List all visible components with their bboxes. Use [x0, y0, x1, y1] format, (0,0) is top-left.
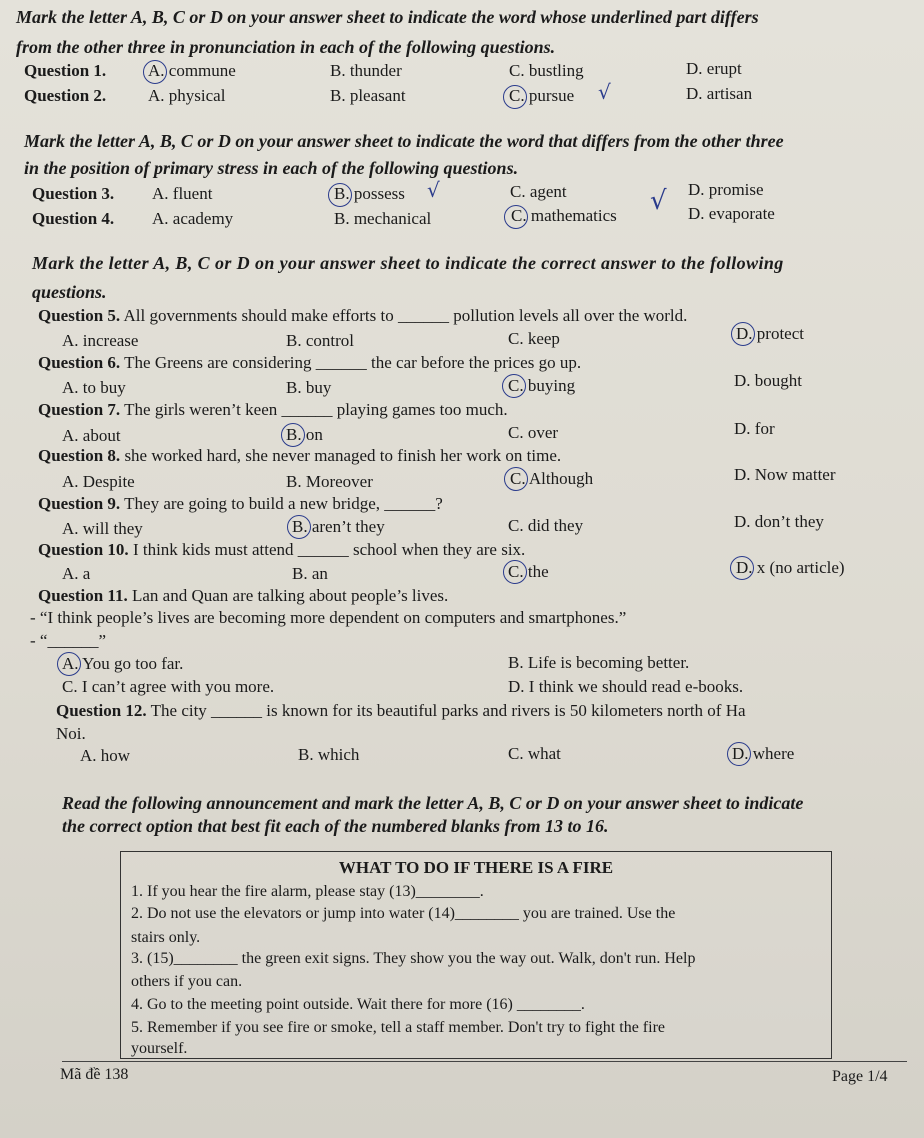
q8-option-a: A. Despite [62, 472, 135, 491]
q7-option-d: D. for [734, 419, 775, 438]
q8-option-d: D. Now matter [734, 465, 836, 484]
q12 [56, 701, 746, 721]
q11-a-letter: A. [62, 654, 79, 673]
q7-stem: The girls weren’t keen ______ playing games too much. [124, 400, 508, 419]
q1-option-d: D. erupt [686, 59, 742, 78]
q5-option-b: B. control [286, 331, 354, 350]
q8-stem: she worked hard, she never managed to finish her work on time. [124, 446, 562, 465]
q1-a-letter: A. [148, 61, 165, 80]
q11-stem: Lan and Quan are talking about people’s lives. [132, 586, 449, 605]
section2-instruction-1: Mark the letter A, B, C or D on your answer sheet to indicate the word that differs from the other three [24, 131, 784, 151]
section1-instruction-2: from the other three in pronunciation in each of the following questions. [16, 37, 556, 57]
q5-option-c: C. keep [508, 329, 560, 348]
q8-option-b: B. Moreover [286, 472, 373, 491]
q5 [38, 306, 687, 326]
q6-option-d: D. bought [734, 371, 802, 390]
section3-instruction-1: Mark the letter A, B, C or D on your answer sheet to indicate the correct answer to the following [32, 253, 784, 273]
section4-instruction-2: the correct option that best fit each of the numbered blanks from 13 to 16. [62, 816, 609, 836]
q6-option-a: A. to buy [62, 378, 126, 397]
q7-option-a: A. about [62, 426, 121, 445]
q12-stem: The city ______ is known for its beautiful parks and rivers is 50 kilometers north of Ha [150, 701, 746, 720]
q6-c-word: buying [527, 376, 576, 395]
q9 [38, 494, 443, 514]
q5-label: Question 5. [38, 306, 121, 325]
q10-stem: I think kids must attend ______ school when they are six. [132, 540, 526, 559]
q11-option-c: C. I can’t agree with you more. [62, 677, 275, 696]
q10-c-word: the [527, 562, 549, 581]
answer-circle-q8 [504, 467, 528, 491]
answer-circle-q5 [731, 322, 755, 346]
q6 [38, 353, 581, 373]
q10-d-letter: D. [736, 558, 753, 577]
q2-option-d: D. artisan [686, 84, 753, 103]
answer-circle-q4 [504, 205, 528, 229]
q1-option-b: B. thunder [330, 61, 402, 80]
answer-circle-q9 [287, 515, 311, 539]
section3-instruction-2: questions. [32, 282, 107, 302]
q10-c-letter: C. [508, 562, 524, 581]
q7-b-word: on [305, 425, 323, 444]
q5-stem: All governments should make efforts to ______ pollution levels all over the world. [123, 306, 688, 325]
q10-option-a: A. a [62, 564, 91, 583]
footer-divider [62, 1061, 907, 1062]
notice-line-7: 5. Remember if you see fire or smoke, tell a staff member. Don't try to fight the fire [131, 1019, 665, 1036]
check-mark-icon: √ [650, 186, 667, 216]
answer-circle-q10 [503, 560, 527, 584]
notice-title: WHAT TO DO IF THERE IS A FIRE [338, 858, 614, 877]
q4-option-b: B. mechanical [334, 209, 432, 228]
answer-circle-q2 [503, 85, 527, 109]
q2-c-word: pursue [528, 86, 575, 105]
check-mark-icon: √ [598, 80, 611, 104]
q4-option-a: A. academy [152, 209, 234, 228]
notice-line-5: others if you can. [131, 973, 243, 990]
q3-option-c: C. agent [510, 182, 567, 201]
q5-d-letter: D. [736, 324, 753, 343]
q2-option-b: B. pleasant [330, 86, 406, 105]
q12-option-c: C. what [508, 744, 561, 763]
answer-circle-q3 [328, 183, 352, 207]
q11-a-word: You go too far. [82, 654, 184, 673]
section4-instruction-1: Read the following announcement and mark the letter A, B, C or D on your answer sheet to indicate [62, 793, 804, 813]
q2-option-a: A. physical [148, 86, 226, 105]
q7-option-c: C. over [508, 423, 559, 442]
q7-label: Question 7. [38, 400, 121, 419]
notice-line-6: 4. Go to the meeting point outside. Wait there for more (16) ________. [131, 996, 585, 1013]
page-number: Page 1/4 [832, 1068, 888, 1085]
q6-c-letter: C. [508, 376, 524, 395]
check-mark-icon: √ [427, 178, 440, 202]
notice-line-2: 2. Do not use the elevators or jump into water (14)________ you are trained. Use the [131, 905, 676, 922]
q5-d-word: protect [756, 324, 804, 343]
notice-line-3: stairs only. [131, 929, 201, 946]
q5-option-a: A. increase [62, 331, 139, 350]
section2-instruction-2: in the position of primary stress in each of the following questions. [24, 158, 519, 178]
q4-option-d: D. evaporate [688, 204, 775, 223]
q9-option-c: C. did they [508, 516, 584, 535]
exam-code: Mã đề 138 [60, 1066, 129, 1083]
q10-d-word: x (no article) [756, 558, 845, 577]
answer-circle-q11 [57, 652, 81, 676]
q12-option-b: B. which [298, 745, 360, 764]
fire-notice-box [120, 851, 832, 1059]
q8-c-word: Although [528, 469, 594, 488]
q12-d-letter: D. [732, 744, 749, 763]
q11-dialogue-1: - “I think people’s lives are becoming more dependent on computers and smartphones.” [30, 608, 627, 627]
q7-b-letter: B. [286, 425, 302, 444]
q9-b-letter: B. [292, 517, 308, 536]
q9-stem: They are going to build a new bridge, ______? [124, 494, 443, 513]
answer-circle-q6 [502, 374, 526, 398]
q12-label: Question 12. [56, 701, 147, 720]
q3-option-d: D. promise [688, 180, 764, 199]
q6-option-b: B. buy [286, 378, 332, 397]
q4-c-letter: C. [511, 206, 527, 225]
q8-label: Question 8. [38, 446, 121, 465]
notice-line-1: 1. If you hear the fire alarm, please stay (13)________. [131, 883, 484, 900]
q8-c-letter: C. [510, 469, 526, 488]
q3-option-a: A. fluent [152, 184, 213, 203]
answer-circle-q10-d [730, 556, 754, 580]
q10 [38, 540, 525, 560]
section1-instruction-1: Mark the letter A, B, C or D on your answer sheet to indicate the word whose underlined part differs [16, 7, 759, 27]
q11 [38, 586, 448, 606]
q4-c-word: mathematics [530, 206, 617, 225]
q1-label: Question 1. [24, 61, 107, 80]
q12-d-word: where [752, 744, 795, 763]
q3-b-word: possess [353, 184, 405, 203]
q9-option-d: D. don’t they [734, 512, 824, 531]
answer-circle-q7 [281, 423, 305, 447]
q2-label: Question 2. [24, 86, 107, 105]
q11-option-d: D. I think we should read e-books. [508, 677, 744, 696]
q6-label: Question 6. [38, 353, 121, 372]
answer-circle-q12 [727, 742, 751, 766]
q7 [38, 400, 508, 420]
q9-b-word: aren’t they [311, 517, 385, 536]
q2-c-letter: C. [509, 86, 525, 105]
q12-stem-cont: Noi. [56, 724, 86, 743]
q12-option-a: A. how [80, 746, 131, 765]
q8 [38, 446, 561, 466]
q4-label: Question 4. [32, 209, 115, 228]
q9-label: Question 9. [38, 494, 121, 513]
q11-dialogue-2: - “______” [30, 631, 107, 650]
q1-option-c: C. bustling [509, 61, 584, 80]
q11-option-b: B. Life is becoming better. [508, 653, 690, 672]
q1-a-word: commune [168, 61, 236, 80]
q11-label: Question 11. [38, 586, 128, 605]
q10-option-b: B. an [292, 564, 328, 583]
q6-stem: The Greens are considering ______ the car before the prices go up. [124, 353, 582, 372]
q9-option-a: A. will they [62, 519, 143, 538]
answer-circle-q1 [143, 60, 167, 84]
q10-label: Question 10. [38, 540, 129, 559]
notice-line-8: yourself. [131, 1040, 188, 1057]
q3-b-letter: B. [334, 184, 350, 203]
q3-label: Question 3. [32, 184, 115, 203]
notice-line-4: 3. (15)________ the green exit signs. They show you the way out. Walk, don't run. Help [131, 950, 696, 967]
